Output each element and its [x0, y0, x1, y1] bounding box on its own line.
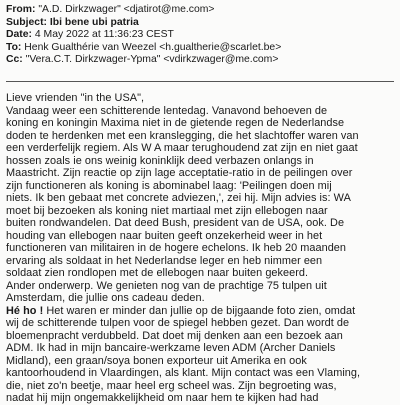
from-row [6, 4, 396, 17]
to-row [6, 42, 396, 55]
cc-value: "Vera.C.T. Dirkzwager-Ypma" <vdirkzwager@me.com> [25, 54, 279, 66]
he-ho-rest: Het waren er minder dan jullie op de bijgaande foto zien, omdat [43, 304, 356, 317]
email-body [6, 92, 398, 405]
body-line: nadat hij mijn ongemakkelijkheid om naar hem te kijken had had [6, 392, 319, 404]
subject-label: Subject: [6, 16, 47, 28]
from-label: From: [6, 4, 36, 15]
greeting: Lieve vrienden "in the USA", [6, 92, 145, 104]
body-line: soldaat zien rondlopen met de ellebogen naar buiten gekeerd. [6, 267, 309, 279]
date-value: 4 May 2022 at 11:36:23 CEST [34, 29, 174, 41]
body-line: Midland), een graan/soya bonen exporteur uit Amerika en ook [6, 354, 307, 367]
date-label: Date: [6, 29, 32, 41]
email-header [6, 4, 396, 67]
subject-row [6, 17, 396, 30]
body-line: een verderfelijk regiem. Als W A maar terughoudend zat zijn en niet gaat [6, 142, 358, 154]
body-line: die, niet zo'n beetje, maar heel erg scheel was. Zijn begroeting was, [6, 379, 337, 392]
header-divider [6, 81, 394, 82]
body-line: buiten rondwandelen. Dat deed Bush, president van de USA, ook. De [6, 217, 345, 229]
body-line: bloemenpracht verdubbeld. Dat doet mij denken aan een bezoek aan [6, 329, 343, 342]
date-row [6, 29, 396, 42]
to-value: Henk Gualthérie van Weezel <h.gualtherie@scarlet.be> [24, 41, 282, 53]
body-line: Ander onderwerp. We genieten nog van de prachtige 75 tulpen uit [6, 279, 327, 292]
he-ho-bold: Hé ho ! [6, 304, 44, 317]
body-line: wij de schitterende tulpen voor de spiegel hebben gezet. Dan wordt de [6, 317, 350, 329]
body-line: Vandaag weer een schitterende lentedag. Vanavond behoeven de [6, 104, 328, 117]
body-line: functioneren van militairen in de hogere echelons. Ik heb 20 maanden [6, 242, 347, 254]
from-value: "A.D. Dirkzwager" <djatirot@me.com> [38, 4, 215, 15]
body-line: Amsterdam, die jullie ons cadeau deden. [6, 292, 205, 304]
subject-value: Ibi bene ubi patria [49, 16, 139, 28]
body-line: houding van ellebogen naar buiten geeft onzekerheid weer in het [6, 229, 323, 242]
body-line: moet bij bezoeken als koning niet martiaal met zijn ellebogen naar [6, 204, 328, 217]
body-line: Maastricht. Zijn reactie op zijn lage acceptatie-ratio in de peilingen over [6, 167, 353, 179]
body-line: kantoorhoudend in Vlaardingen, als klant. Mijn contact was een Vlaming, [6, 367, 361, 379]
body-line: ervaring als soldaat in het Nederlandse leger en heb nimmer een [6, 254, 323, 267]
body-line: doden te herdenken met een kranslegging, die het slachtoffer waren van [6, 129, 359, 142]
to-label: To: [6, 41, 22, 53]
body-line: zijn functioneren als koning is abominabel laag: 'Peilingen doen mij [6, 179, 332, 192]
body-line: niets. Ik ben gebaat met concrete adviezen,', zei hij. Mijn advies is: WA [6, 192, 351, 204]
body-line: koning en koningin Maxima niet in de gietende regen de Nederlandse [6, 117, 345, 129]
body-line [6, 305, 398, 318]
cc-row [6, 54, 396, 67]
body-line: ADM. Ik had in mijn bancaire-werkzame leven ADM (Archer Daniels [6, 342, 336, 354]
body-line: hossen zoals ie ons weinig koninklijk deed verbazen onlangs in [6, 154, 314, 167]
cc-label: Cc: [6, 54, 23, 66]
